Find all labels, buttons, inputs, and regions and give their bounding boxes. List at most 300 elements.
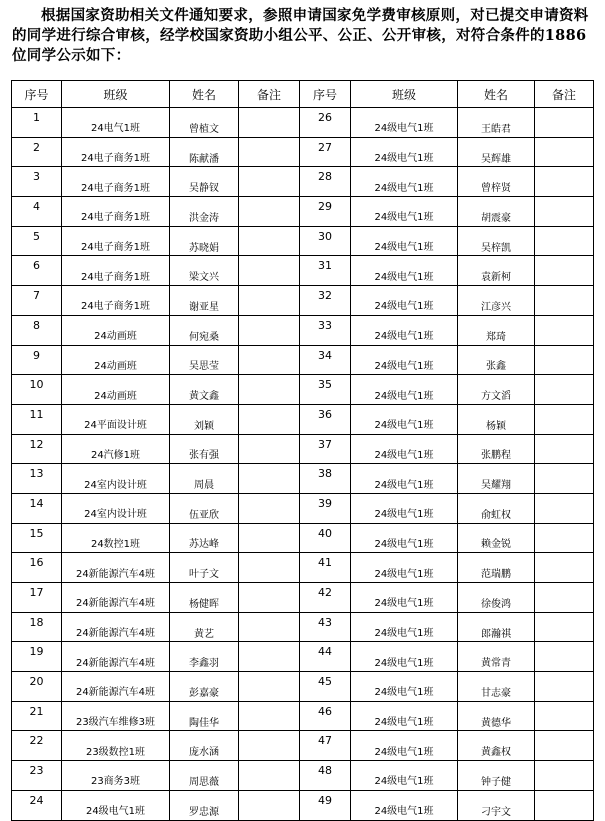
remark-cell bbox=[239, 256, 300, 286]
remark-cell bbox=[535, 672, 594, 702]
table-row bbox=[12, 553, 594, 583]
name-cell-text: 杨健晖 bbox=[189, 598, 219, 610]
class-cell bbox=[62, 256, 170, 286]
name-cell-text: 苏晓娟 bbox=[189, 242, 219, 254]
class-cell-text: 24级电气1班 bbox=[374, 123, 434, 135]
seq-cell: 35 bbox=[300, 375, 351, 405]
name-cell bbox=[458, 108, 535, 138]
class-cell-text: 24室内设计班 bbox=[84, 479, 147, 491]
table-row bbox=[12, 672, 594, 702]
table-row bbox=[12, 108, 594, 138]
class-cell bbox=[62, 464, 170, 494]
name-cell-text: 范瑞鹏 bbox=[481, 569, 511, 581]
class-cell-text: 24汽修1班 bbox=[90, 449, 141, 461]
table-row bbox=[12, 137, 594, 167]
name-cell-text: 黄文鑫 bbox=[189, 391, 219, 403]
name-cell bbox=[458, 553, 535, 583]
name-cell bbox=[458, 701, 535, 731]
name-cell bbox=[170, 790, 239, 820]
table-row bbox=[12, 493, 594, 523]
table-row bbox=[12, 523, 594, 553]
class-cell bbox=[62, 404, 170, 434]
header-remark-right: 备注 bbox=[535, 81, 594, 108]
class-cell bbox=[62, 701, 170, 731]
name-cell bbox=[170, 612, 239, 642]
class-cell-text: 24电子商务1班 bbox=[80, 301, 151, 313]
class-cell-text: 24电子商务1班 bbox=[80, 242, 151, 254]
seq-cell: 45 bbox=[300, 672, 351, 702]
name-cell bbox=[458, 583, 535, 613]
class-cell-text: 24级电气1班 bbox=[374, 538, 434, 550]
remark-cell bbox=[535, 701, 594, 731]
remark-cell bbox=[535, 108, 594, 138]
remark-cell bbox=[535, 286, 594, 316]
name-cell bbox=[458, 493, 535, 523]
name-cell-text: 彭嘉豪 bbox=[189, 687, 219, 699]
name-cell bbox=[458, 315, 535, 345]
name-cell bbox=[458, 731, 535, 761]
class-cell bbox=[351, 642, 458, 672]
remark-cell bbox=[535, 226, 594, 256]
name-cell-text: 郎瀚祺 bbox=[481, 628, 511, 640]
name-cell-text: 黄鑫权 bbox=[481, 747, 511, 759]
seq-cell: 37 bbox=[300, 434, 351, 464]
class-cell-text: 24新能源汽车4班 bbox=[75, 628, 156, 640]
name-cell-text: 周思薇 bbox=[189, 776, 219, 788]
table-row bbox=[12, 315, 594, 345]
remark-cell bbox=[535, 731, 594, 761]
name-cell bbox=[458, 137, 535, 167]
table-row bbox=[12, 612, 594, 642]
seq-cell: 17 bbox=[12, 583, 62, 613]
remark-cell bbox=[535, 315, 594, 345]
class-cell bbox=[62, 672, 170, 702]
name-cell-text: 方文滔 bbox=[481, 391, 511, 403]
name-cell bbox=[170, 226, 239, 256]
seq-cell: 36 bbox=[300, 404, 351, 434]
name-cell bbox=[458, 226, 535, 256]
remark-cell bbox=[535, 612, 594, 642]
class-cell bbox=[351, 315, 458, 345]
class-cell-text: 24级电气1班 bbox=[374, 360, 434, 372]
name-cell-text: 何宛桑 bbox=[189, 331, 219, 343]
name-cell-text: 郑琦 bbox=[486, 331, 506, 343]
name-cell-text: 张鹏程 bbox=[481, 450, 511, 462]
class-cell-text: 24动画班 bbox=[94, 390, 137, 402]
seq-cell: 6 bbox=[12, 256, 62, 286]
class-cell bbox=[62, 286, 170, 316]
class-cell-text: 24级电气1班 bbox=[374, 420, 434, 432]
name-cell bbox=[458, 612, 535, 642]
name-cell bbox=[170, 137, 239, 167]
class-cell bbox=[351, 701, 458, 731]
class-cell bbox=[62, 731, 170, 761]
name-cell-text: 吴静钗 bbox=[189, 183, 219, 195]
name-cell bbox=[170, 553, 239, 583]
remark-cell bbox=[239, 404, 300, 434]
class-cell-text: 23级汽车维修3班 bbox=[75, 717, 156, 729]
seq-cell: 22 bbox=[12, 731, 62, 761]
name-cell-text: 吴思莹 bbox=[189, 361, 219, 373]
seq-cell: 39 bbox=[300, 493, 351, 523]
name-cell-text: 周晨 bbox=[194, 480, 214, 492]
remark-cell bbox=[239, 108, 300, 138]
name-cell bbox=[458, 672, 535, 702]
class-cell bbox=[62, 523, 170, 553]
seq-cell: 11 bbox=[12, 404, 62, 434]
class-cell bbox=[351, 404, 458, 434]
class-cell-text: 24电子商务1班 bbox=[80, 271, 151, 283]
table-row bbox=[12, 790, 594, 820]
seq-cell: 5 bbox=[12, 226, 62, 256]
seq-cell: 44 bbox=[300, 642, 351, 672]
class-cell-text: 24级电气1班 bbox=[374, 746, 434, 758]
name-cell bbox=[458, 434, 535, 464]
table-row bbox=[12, 404, 594, 434]
class-cell-text: 24新能源汽车4班 bbox=[75, 687, 156, 699]
class-cell bbox=[62, 612, 170, 642]
seq-cell: 43 bbox=[300, 612, 351, 642]
name-cell-text: 胡震豪 bbox=[481, 212, 511, 224]
name-cell-text: 吴辉雄 bbox=[481, 153, 511, 165]
class-cell bbox=[351, 731, 458, 761]
class-cell-text: 24动画班 bbox=[94, 360, 137, 372]
class-cell-text: 24级电气1班 bbox=[374, 182, 434, 194]
seq-cell: 19 bbox=[12, 642, 62, 672]
class-cell bbox=[62, 197, 170, 227]
name-cell bbox=[170, 315, 239, 345]
name-cell-text: 苏达峰 bbox=[189, 539, 219, 551]
class-cell-text: 24电气1班 bbox=[90, 123, 141, 135]
class-cell bbox=[62, 226, 170, 256]
class-cell-text: 23商务3班 bbox=[90, 776, 141, 788]
name-cell-text: 徐俊鸿 bbox=[481, 598, 511, 610]
class-cell bbox=[62, 345, 170, 375]
remark-cell bbox=[535, 464, 594, 494]
name-cell-text: 洪金涛 bbox=[189, 212, 219, 224]
class-cell-text: 24级电气1班 bbox=[374, 479, 434, 491]
class-cell bbox=[351, 464, 458, 494]
class-cell bbox=[351, 286, 458, 316]
class-cell-text: 24级电气1班 bbox=[374, 806, 434, 818]
table-row bbox=[12, 375, 594, 405]
class-cell bbox=[62, 315, 170, 345]
name-cell-text: 李鑫羽 bbox=[189, 658, 219, 670]
class-cell bbox=[62, 790, 170, 820]
remark-cell bbox=[239, 672, 300, 702]
remark-cell bbox=[239, 761, 300, 791]
name-cell bbox=[170, 256, 239, 286]
seq-cell: 33 bbox=[300, 315, 351, 345]
name-cell bbox=[458, 464, 535, 494]
class-cell-text: 24级电气1班 bbox=[374, 628, 434, 640]
seq-cell: 18 bbox=[12, 612, 62, 642]
name-cell-text: 黄常青 bbox=[481, 658, 511, 670]
name-cell bbox=[458, 197, 535, 227]
name-cell-text: 刁宇文 bbox=[481, 806, 511, 818]
class-cell-text: 24新能源汽车4班 bbox=[75, 657, 156, 669]
remark-cell bbox=[535, 404, 594, 434]
notice-paragraph: 根据国家资助相关文件通知要求，参照申请国家免学费审核原则，对已提交申请资料的同学进行综合审核，经学校国家资助小组公平、公正、公开审核，对符合条件的1886位同学公示如下： bbox=[12, 7, 589, 64]
class-cell bbox=[351, 108, 458, 138]
class-cell-text: 24级电气1班 bbox=[374, 390, 434, 402]
class-cell-text: 24电子商务1班 bbox=[80, 153, 151, 165]
seq-cell: 2 bbox=[12, 137, 62, 167]
table-row bbox=[12, 286, 594, 316]
name-cell bbox=[170, 434, 239, 464]
name-cell-text: 黄德华 bbox=[481, 717, 511, 729]
table-row bbox=[12, 197, 594, 227]
seq-cell: 26 bbox=[300, 108, 351, 138]
remark-cell bbox=[239, 167, 300, 197]
remark-cell bbox=[239, 642, 300, 672]
class-cell bbox=[351, 553, 458, 583]
header-class-left: 班级 bbox=[62, 81, 170, 108]
class-cell-text: 24级电气1班 bbox=[374, 301, 434, 313]
remark-cell bbox=[535, 790, 594, 820]
table-row bbox=[12, 701, 594, 731]
class-cell bbox=[62, 642, 170, 672]
seq-cell: 41 bbox=[300, 553, 351, 583]
name-cell bbox=[170, 108, 239, 138]
name-cell bbox=[170, 642, 239, 672]
remark-cell bbox=[535, 761, 594, 791]
remark-cell bbox=[239, 701, 300, 731]
class-cell-text: 24级电气1班 bbox=[374, 509, 434, 521]
class-cell bbox=[351, 761, 458, 791]
name-cell-text: 张有强 bbox=[189, 450, 219, 462]
remark-cell bbox=[239, 434, 300, 464]
header-remark-left: 备注 bbox=[239, 81, 300, 108]
seq-cell: 20 bbox=[12, 672, 62, 702]
name-cell-text: 曾梓贤 bbox=[481, 183, 511, 195]
name-cell-text: 张鑫 bbox=[486, 361, 506, 373]
name-cell bbox=[170, 464, 239, 494]
seq-cell: 47 bbox=[300, 731, 351, 761]
student-list-table bbox=[11, 80, 594, 821]
seq-cell: 48 bbox=[300, 761, 351, 791]
class-cell-text: 24级电气1班 bbox=[374, 598, 434, 610]
class-cell-text: 24级电气1班 bbox=[85, 806, 146, 818]
class-cell bbox=[62, 761, 170, 791]
name-cell bbox=[170, 197, 239, 227]
seq-cell: 12 bbox=[12, 434, 62, 464]
name-cell bbox=[170, 583, 239, 613]
header-name-right: 姓名 bbox=[458, 81, 535, 108]
name-cell-text: 甘志豪 bbox=[481, 687, 511, 699]
class-cell bbox=[62, 583, 170, 613]
table-row bbox=[12, 761, 594, 791]
name-cell bbox=[170, 731, 239, 761]
seq-cell: 34 bbox=[300, 345, 351, 375]
remark-cell bbox=[535, 197, 594, 227]
class-cell-text: 24级电气1班 bbox=[374, 331, 434, 343]
class-cell bbox=[62, 553, 170, 583]
table-row bbox=[12, 464, 594, 494]
remark-cell bbox=[535, 553, 594, 583]
name-cell bbox=[170, 345, 239, 375]
remark-cell bbox=[535, 137, 594, 167]
table-row bbox=[12, 731, 594, 761]
remark-cell bbox=[239, 523, 300, 553]
remark-cell bbox=[239, 553, 300, 583]
class-cell-text: 24电子商务1班 bbox=[80, 212, 151, 224]
remark-cell bbox=[239, 583, 300, 613]
seq-cell: 27 bbox=[300, 137, 351, 167]
class-cell bbox=[351, 345, 458, 375]
name-cell bbox=[458, 375, 535, 405]
name-cell bbox=[170, 167, 239, 197]
class-cell-text: 24数控1班 bbox=[90, 538, 141, 550]
class-cell-text: 24级电气1班 bbox=[374, 687, 434, 699]
seq-cell: 16 bbox=[12, 553, 62, 583]
remark-cell bbox=[239, 790, 300, 820]
name-cell-text: 叶子文 bbox=[189, 569, 219, 581]
name-cell-text: 庞水涵 bbox=[189, 747, 219, 759]
class-cell bbox=[351, 167, 458, 197]
seq-cell: 49 bbox=[300, 790, 351, 820]
name-cell-text: 俞虹权 bbox=[481, 509, 511, 521]
seq-cell: 1 bbox=[12, 108, 62, 138]
table-row bbox=[12, 256, 594, 286]
seq-cell: 13 bbox=[12, 464, 62, 494]
name-cell bbox=[458, 523, 535, 553]
class-cell bbox=[351, 672, 458, 702]
name-cell bbox=[170, 672, 239, 702]
class-cell-text: 24新能源汽车4班 bbox=[75, 568, 156, 580]
remark-cell bbox=[239, 315, 300, 345]
seq-cell: 8 bbox=[12, 315, 62, 345]
name-cell-text: 伍亚欣 bbox=[189, 509, 219, 521]
class-cell bbox=[351, 256, 458, 286]
class-cell-text: 24级电气1班 bbox=[374, 212, 434, 224]
class-cell-text: 24级电气1班 bbox=[374, 449, 434, 461]
class-cell bbox=[351, 493, 458, 523]
class-cell-text: 24级电气1班 bbox=[374, 568, 434, 580]
class-cell bbox=[62, 375, 170, 405]
name-cell bbox=[170, 701, 239, 731]
class-cell bbox=[351, 375, 458, 405]
remark-cell bbox=[535, 345, 594, 375]
seq-cell: 23 bbox=[12, 761, 62, 791]
seq-cell: 32 bbox=[300, 286, 351, 316]
name-cell-text: 杨颖 bbox=[486, 420, 506, 432]
class-cell bbox=[351, 790, 458, 820]
table-row bbox=[12, 642, 594, 672]
class-cell bbox=[351, 137, 458, 167]
name-cell bbox=[170, 375, 239, 405]
seq-cell: 4 bbox=[12, 197, 62, 227]
class-cell-text: 24级电气1班 bbox=[374, 153, 434, 165]
class-cell bbox=[62, 167, 170, 197]
name-cell bbox=[458, 167, 535, 197]
remark-cell bbox=[239, 464, 300, 494]
table-row bbox=[12, 167, 594, 197]
seq-cell: 38 bbox=[300, 464, 351, 494]
seq-cell: 28 bbox=[300, 167, 351, 197]
name-cell bbox=[170, 523, 239, 553]
seq-cell: 29 bbox=[300, 197, 351, 227]
class-cell-text: 24级电气1班 bbox=[374, 242, 434, 254]
class-cell bbox=[351, 434, 458, 464]
name-cell bbox=[170, 286, 239, 316]
name-cell bbox=[458, 345, 535, 375]
remark-cell bbox=[239, 286, 300, 316]
seq-cell: 15 bbox=[12, 523, 62, 553]
name-cell-text: 钟子健 bbox=[481, 776, 511, 788]
class-cell bbox=[62, 493, 170, 523]
remark-cell bbox=[535, 493, 594, 523]
header-seq-right: 序号 bbox=[300, 81, 351, 108]
table-header-row bbox=[12, 81, 594, 108]
name-cell-text: 陶佳华 bbox=[189, 717, 219, 729]
remark-cell bbox=[239, 731, 300, 761]
class-cell-text: 23级数控1班 bbox=[85, 746, 146, 758]
class-cell bbox=[351, 612, 458, 642]
name-cell-text: 曾植文 bbox=[189, 123, 219, 135]
table-row bbox=[12, 226, 594, 256]
class-cell-text: 24级电气1班 bbox=[374, 776, 434, 788]
class-cell bbox=[351, 226, 458, 256]
name-cell-text: 谢亚星 bbox=[189, 301, 219, 313]
remark-cell bbox=[239, 493, 300, 523]
seq-cell: 42 bbox=[300, 583, 351, 613]
remark-cell bbox=[239, 137, 300, 167]
remark-cell bbox=[535, 434, 594, 464]
name-cell bbox=[458, 404, 535, 434]
header-class-right: 班级 bbox=[351, 81, 458, 108]
class-cell-text: 24级电气1班 bbox=[374, 657, 434, 669]
seq-cell: 10 bbox=[12, 375, 62, 405]
class-cell bbox=[351, 583, 458, 613]
name-cell-text: 梁文兴 bbox=[189, 272, 219, 284]
name-cell-text: 吴耀翔 bbox=[481, 480, 511, 492]
name-cell-text: 王皓君 bbox=[481, 123, 511, 135]
class-cell-text: 24电子商务1班 bbox=[80, 182, 151, 194]
class-cell-text: 24新能源汽车4班 bbox=[75, 598, 156, 610]
name-cell-text: 江彦兴 bbox=[481, 301, 511, 313]
seq-cell: 9 bbox=[12, 345, 62, 375]
remark-cell bbox=[535, 167, 594, 197]
header-name-left: 姓名 bbox=[170, 81, 239, 108]
seq-cell: 24 bbox=[12, 790, 62, 820]
remark-cell bbox=[239, 612, 300, 642]
name-cell bbox=[458, 286, 535, 316]
name-cell-text: 赖金锐 bbox=[481, 539, 511, 551]
remark-cell bbox=[535, 523, 594, 553]
header-seq-left: 序号 bbox=[12, 81, 62, 108]
name-cell bbox=[458, 790, 535, 820]
remark-cell bbox=[239, 345, 300, 375]
remark-cell bbox=[535, 642, 594, 672]
table-row bbox=[12, 345, 594, 375]
class-cell-text: 24级电气1班 bbox=[374, 271, 434, 283]
name-cell bbox=[458, 761, 535, 791]
class-cell bbox=[62, 108, 170, 138]
name-cell bbox=[458, 256, 535, 286]
remark-cell bbox=[239, 197, 300, 227]
class-cell-text: 24动画班 bbox=[94, 331, 137, 343]
remark-cell bbox=[535, 256, 594, 286]
seq-cell: 30 bbox=[300, 226, 351, 256]
table-row bbox=[12, 434, 594, 464]
seq-cell: 14 bbox=[12, 493, 62, 523]
remark-cell bbox=[239, 375, 300, 405]
remark-cell bbox=[535, 375, 594, 405]
seq-cell: 46 bbox=[300, 701, 351, 731]
class-cell bbox=[62, 137, 170, 167]
seq-cell: 40 bbox=[300, 523, 351, 553]
